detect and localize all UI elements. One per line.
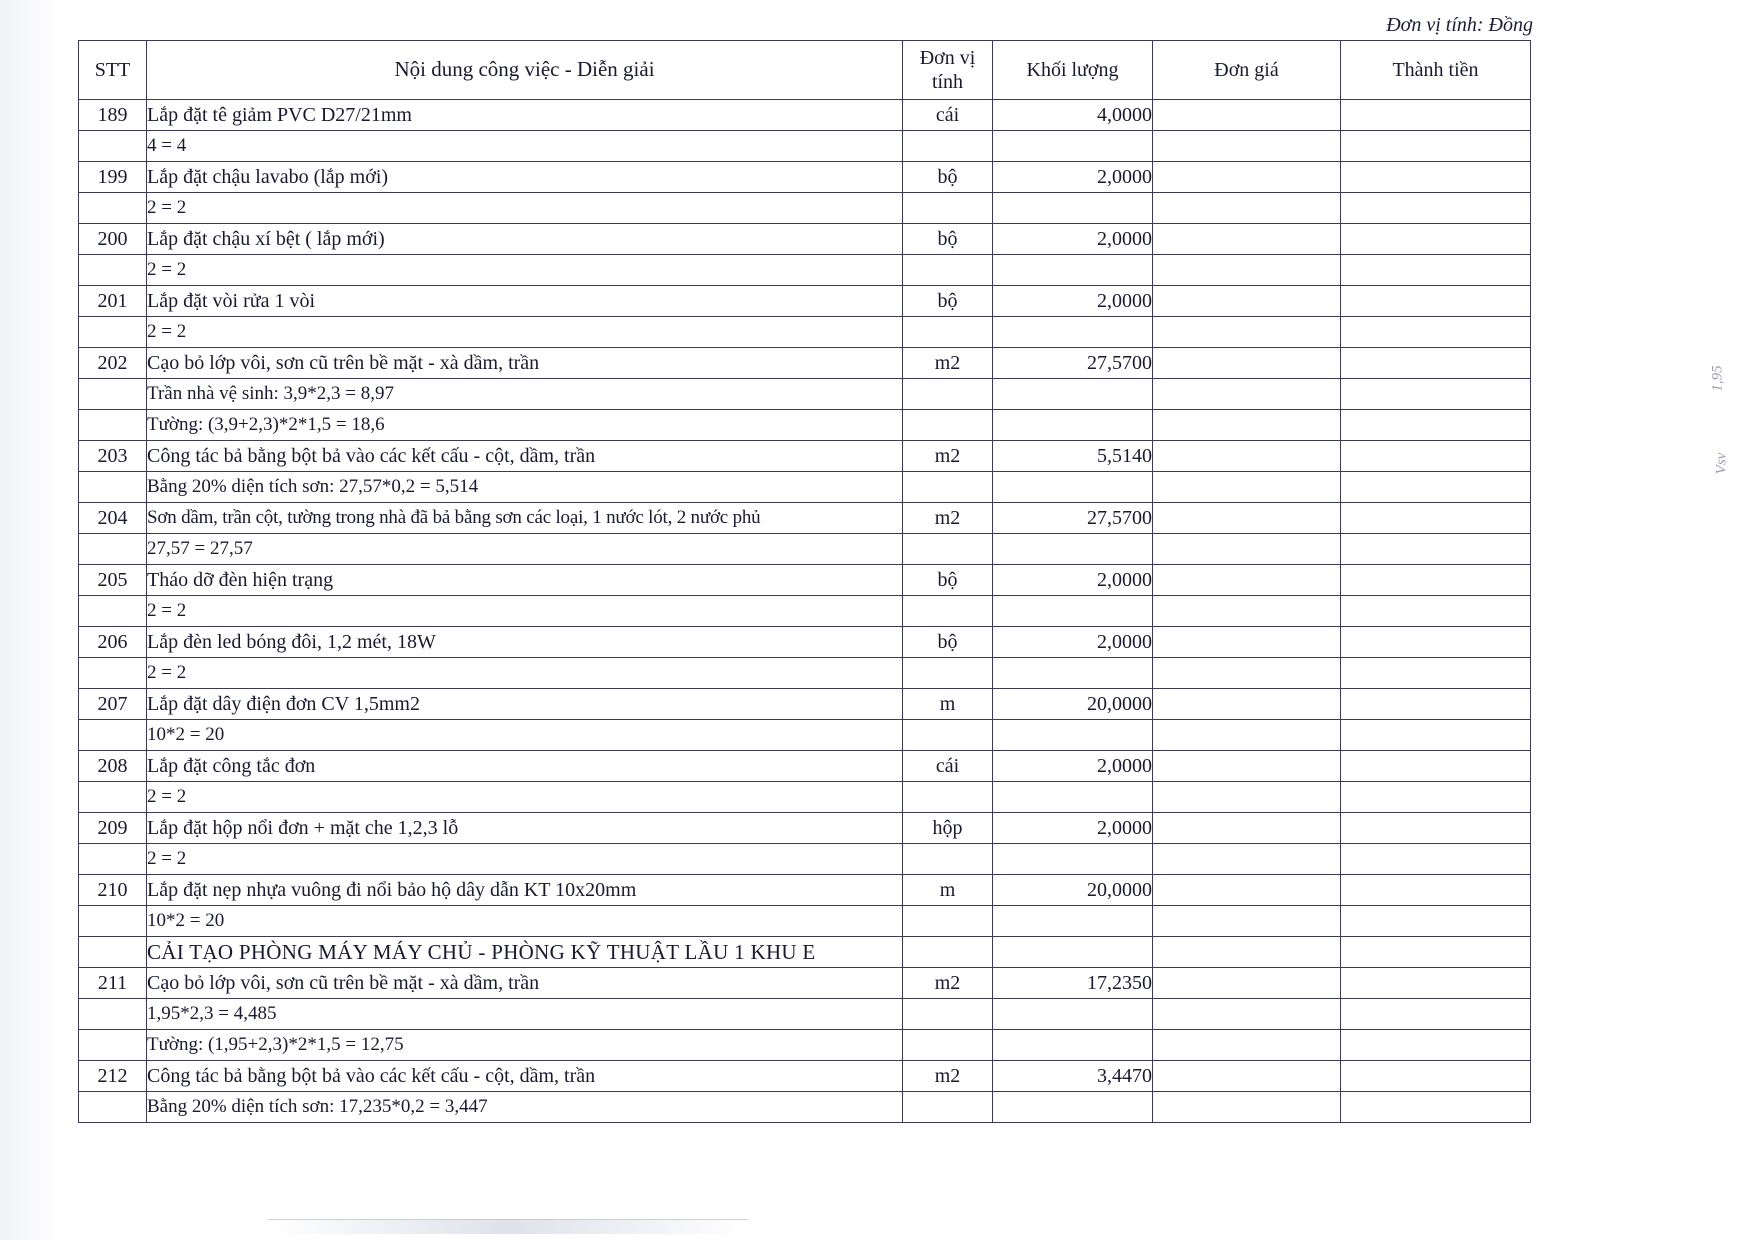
cell-amount	[1341, 813, 1531, 844]
cell-description: Lắp đặt vòi rửa 1 vòi	[147, 286, 903, 317]
cell-amount	[1341, 627, 1531, 658]
cell-amount	[1341, 1030, 1531, 1061]
cell-amount	[1341, 100, 1531, 131]
cell-quantity	[993, 534, 1153, 565]
column-header-amount: Thành tiền	[1341, 41, 1531, 100]
cell-description: Lắp đặt chậu lavabo (lắp mới)	[147, 162, 903, 193]
cell-stt: 203	[79, 441, 147, 472]
cell-unit: m2	[903, 441, 993, 472]
table-row-calculation-note	[79, 720, 1531, 751]
cell-stt	[79, 379, 147, 410]
table-row	[79, 348, 1531, 379]
cell-unit	[903, 317, 993, 348]
cell-description: Tháo dỡ đèn hiện trạng	[147, 565, 903, 596]
table-row-calculation-note	[79, 317, 1531, 348]
cell-unit	[903, 937, 993, 968]
cell-amount	[1341, 224, 1531, 255]
cell-unit-price	[1153, 1061, 1341, 1092]
page-edge-shading	[0, 0, 60, 1240]
cell-unit-price	[1153, 720, 1341, 751]
cell-quantity: 27,5700	[993, 348, 1153, 379]
cell-stt: 204	[79, 503, 147, 534]
cell-quantity	[993, 317, 1153, 348]
table-row-calculation-note	[79, 1030, 1531, 1061]
cell-stt	[79, 596, 147, 627]
cell-description-note: 2 = 2	[147, 317, 903, 348]
cell-stt: 209	[79, 813, 147, 844]
cell-amount	[1341, 255, 1531, 286]
cell-unit-price	[1153, 162, 1341, 193]
cell-unit-price	[1153, 286, 1341, 317]
cell-unit: m2	[903, 348, 993, 379]
cell-unit	[903, 720, 993, 751]
cell-description: Lắp đặt tê giảm PVC D27/21mm	[147, 100, 903, 131]
table-row-calculation-note	[79, 410, 1531, 441]
cell-unit-price	[1153, 627, 1341, 658]
cell-quantity: 20,0000	[993, 689, 1153, 720]
cell-description: Sơn dầm, trần cột, tường trong nhà đã bả bằng sơn các loại, 1 nước lót, 2 nước phủ	[147, 503, 903, 534]
cell-description-note: Tường: (3,9+2,3)*2*1,5 = 18,6	[147, 410, 903, 441]
cell-quantity: 2,0000	[993, 565, 1153, 596]
table-row-calculation-note	[79, 193, 1531, 224]
cell-description: Lắp đặt chậu xí bệt ( lắp mới)	[147, 224, 903, 255]
cell-unit: m2	[903, 503, 993, 534]
table-row	[79, 162, 1531, 193]
cell-quantity	[993, 131, 1153, 162]
table-row	[79, 813, 1531, 844]
cell-amount	[1341, 875, 1531, 906]
cell-unit-price	[1153, 565, 1341, 596]
cell-unit-price	[1153, 1030, 1341, 1061]
cell-unit	[903, 131, 993, 162]
cell-quantity: 2,0000	[993, 286, 1153, 317]
table-row-calculation-note	[79, 255, 1531, 286]
cell-unit: cái	[903, 100, 993, 131]
margin-annotation-1: 1,95	[1709, 365, 1726, 392]
cell-description: Lắp đặt hộp nổi đơn + mặt che 1,2,3 lỗ	[147, 813, 903, 844]
cell-unit-price	[1153, 441, 1341, 472]
cell-description-note: 2 = 2	[147, 658, 903, 689]
table-row-calculation-note	[79, 472, 1531, 503]
table-row	[79, 627, 1531, 658]
cell-unit-price	[1153, 596, 1341, 627]
cell-unit-price	[1153, 844, 1341, 875]
cost-estimate-table	[78, 40, 1531, 1123]
cell-stt: 211	[79, 968, 147, 999]
cell-amount	[1341, 503, 1531, 534]
table-row	[79, 286, 1531, 317]
cell-unit: bộ	[903, 286, 993, 317]
cell-stt	[79, 410, 147, 441]
cell-stt	[79, 782, 147, 813]
cell-stt	[79, 720, 147, 751]
cell-unit-price	[1153, 658, 1341, 689]
table-header	[79, 41, 1531, 100]
cell-amount	[1341, 844, 1531, 875]
table-row	[79, 441, 1531, 472]
cell-quantity	[993, 255, 1153, 286]
cell-stt	[79, 937, 147, 968]
cell-quantity: 3,4470	[993, 1061, 1153, 1092]
cell-quantity	[993, 193, 1153, 224]
cell-description: Lắp đèn led bóng đôi, 1,2 mét, 18W	[147, 627, 903, 658]
cell-amount	[1341, 906, 1531, 937]
cell-unit-price	[1153, 1092, 1341, 1123]
cell-unit	[903, 472, 993, 503]
table-row-calculation-note	[79, 906, 1531, 937]
cell-unit	[903, 844, 993, 875]
cell-unit: bộ	[903, 627, 993, 658]
table-row-calculation-note	[79, 844, 1531, 875]
cell-quantity: 17,2350	[993, 968, 1153, 999]
cell-description-note: 10*2 = 20	[147, 720, 903, 751]
cell-unit	[903, 379, 993, 410]
table-row	[79, 224, 1531, 255]
table-row	[79, 875, 1531, 906]
table-row	[79, 751, 1531, 782]
column-header-unit: Đơn vị tính	[903, 41, 993, 100]
cell-amount	[1341, 596, 1531, 627]
cell-amount	[1341, 782, 1531, 813]
cell-amount	[1341, 658, 1531, 689]
cell-amount	[1341, 534, 1531, 565]
cell-stt	[79, 534, 147, 565]
cell-stt	[79, 658, 147, 689]
cell-unit-price	[1153, 255, 1341, 286]
cell-unit	[903, 658, 993, 689]
cell-amount	[1341, 472, 1531, 503]
cell-stt	[79, 472, 147, 503]
cell-quantity	[993, 844, 1153, 875]
cell-quantity	[993, 782, 1153, 813]
table-body	[79, 100, 1531, 1123]
cell-stt	[79, 1092, 147, 1123]
cell-quantity: 2,0000	[993, 751, 1153, 782]
cell-unit: m	[903, 689, 993, 720]
cell-stt: 199	[79, 162, 147, 193]
cell-stt	[79, 131, 147, 162]
cell-unit-price	[1153, 937, 1341, 968]
cell-description: Lắp đặt công tắc đơn	[147, 751, 903, 782]
cell-description: Cạo bỏ lớp vôi, sơn cũ trên bề mặt - xà dầm, trần	[147, 348, 903, 379]
cell-unit: m2	[903, 1061, 993, 1092]
cell-stt	[79, 193, 147, 224]
cell-description-note: 2 = 2	[147, 255, 903, 286]
cell-amount	[1341, 565, 1531, 596]
cell-description-note: 2 = 2	[147, 193, 903, 224]
table-row-calculation-note	[79, 534, 1531, 565]
cell-description: Lắp đặt dây điện đơn CV 1,5mm2	[147, 689, 903, 720]
table-row-calculation-note	[79, 999, 1531, 1030]
cell-quantity: 2,0000	[993, 627, 1153, 658]
table-row-calculation-note	[79, 379, 1531, 410]
cell-stt: 208	[79, 751, 147, 782]
cell-unit: m2	[903, 968, 993, 999]
cell-description-note: Bằng 20% diện tích sơn: 27,57*0,2 = 5,514	[147, 472, 903, 503]
cell-stt	[79, 317, 147, 348]
cell-amount	[1341, 1061, 1531, 1092]
cell-quantity	[993, 1030, 1153, 1061]
cell-amount	[1341, 1092, 1531, 1123]
cell-description-note: 4 = 4	[147, 131, 903, 162]
cell-amount	[1341, 751, 1531, 782]
cell-unit-price	[1153, 813, 1341, 844]
cell-amount	[1341, 286, 1531, 317]
cell-unit-price	[1153, 999, 1341, 1030]
cell-unit-price	[1153, 503, 1341, 534]
cell-description-note: Bằng 20% diện tích sơn: 17,235*0,2 = 3,447	[147, 1092, 903, 1123]
cell-amount	[1341, 131, 1531, 162]
table-row-group-heading	[79, 937, 1531, 968]
cell-unit	[903, 906, 993, 937]
cell-stt: 206	[79, 627, 147, 658]
cell-unit-price	[1153, 193, 1341, 224]
cell-unit-price	[1153, 131, 1341, 162]
table-row-calculation-note	[79, 1092, 1531, 1123]
cell-quantity	[993, 720, 1153, 751]
table-row	[79, 503, 1531, 534]
cell-amount	[1341, 689, 1531, 720]
cell-quantity	[993, 472, 1153, 503]
column-header-stt: STT	[79, 41, 147, 100]
cell-unit	[903, 193, 993, 224]
column-header-description: Nội dung công việc - Diễn giải	[147, 41, 903, 100]
cell-quantity: 20,0000	[993, 875, 1153, 906]
cell-unit: hộp	[903, 813, 993, 844]
cell-stt: 189	[79, 100, 147, 131]
table-row	[79, 565, 1531, 596]
cell-quantity: 27,5700	[993, 503, 1153, 534]
cell-quantity: 4,0000	[993, 100, 1153, 131]
cell-unit-price	[1153, 875, 1341, 906]
cell-unit	[903, 534, 993, 565]
cell-unit	[903, 1092, 993, 1123]
cell-unit-price	[1153, 410, 1341, 441]
cell-description-note: Trần nhà vệ sinh: 3,9*2,3 = 8,97	[147, 379, 903, 410]
cell-unit	[903, 596, 993, 627]
cell-unit-price	[1153, 472, 1341, 503]
table-row-calculation-note	[79, 658, 1531, 689]
cell-stt	[79, 844, 147, 875]
cell-description-note: 10*2 = 20	[147, 906, 903, 937]
cell-amount	[1341, 193, 1531, 224]
cell-unit: bộ	[903, 162, 993, 193]
cell-amount	[1341, 162, 1531, 193]
column-header-quantity: Khối lượng	[993, 41, 1153, 100]
cell-description-note: Tường: (1,95+2,3)*2*1,5 = 12,75	[147, 1030, 903, 1061]
cell-unit	[903, 410, 993, 441]
cell-stt: 207	[79, 689, 147, 720]
cell-amount	[1341, 937, 1531, 968]
cell-quantity	[993, 999, 1153, 1030]
cell-stt: 202	[79, 348, 147, 379]
cell-quantity	[993, 596, 1153, 627]
cell-unit-price	[1153, 317, 1341, 348]
column-header-unit-price: Đơn giá	[1153, 41, 1341, 100]
cell-quantity: 2,0000	[993, 813, 1153, 844]
cell-unit-price	[1153, 534, 1341, 565]
cell-quantity	[993, 937, 1153, 968]
cell-stt	[79, 906, 147, 937]
cell-quantity	[993, 379, 1153, 410]
cell-unit: bộ	[903, 565, 993, 596]
cell-group-title: CẢI TẠO PHÒNG MÁY MÁY CHỦ - PHÒNG KỸ THUẬT LẦU 1 KHU E	[147, 937, 903, 968]
cell-description-note: 27,57 = 27,57	[147, 534, 903, 565]
cell-quantity	[993, 906, 1153, 937]
cell-description: Công tác bả bằng bột bả vào các kết cấu - cột, dầm, trần	[147, 1061, 903, 1092]
cell-description-note: 2 = 2	[147, 782, 903, 813]
cell-unit-price	[1153, 100, 1341, 131]
table-row	[79, 968, 1531, 999]
cell-description-note: 2 = 2	[147, 596, 903, 627]
cell-description-note: 1,95*2,3 = 4,485	[147, 999, 903, 1030]
cell-amount	[1341, 441, 1531, 472]
cell-unit-price	[1153, 782, 1341, 813]
table-row-calculation-note	[79, 596, 1531, 627]
unit-of-measure-note: Đơn vị tính: Đồng	[1386, 14, 1533, 36]
scan-artifact	[268, 1219, 748, 1234]
cell-quantity	[993, 1092, 1153, 1123]
cell-stt: 210	[79, 875, 147, 906]
cell-description: Công tác bả bằng bột bả vào các kết cấu - cột, dầm, trần	[147, 441, 903, 472]
cell-stt	[79, 999, 147, 1030]
cell-unit-price	[1153, 224, 1341, 255]
cell-unit-price	[1153, 751, 1341, 782]
table-row	[79, 689, 1531, 720]
cell-description-note: 2 = 2	[147, 844, 903, 875]
cell-quantity: 2,0000	[993, 162, 1153, 193]
cell-stt: 200	[79, 224, 147, 255]
cell-stt	[79, 255, 147, 286]
cell-unit-price	[1153, 348, 1341, 379]
cell-amount	[1341, 720, 1531, 751]
cell-description: Lắp đặt nẹp nhựa vuông đi nổi bảo hộ dây dẫn KT 10x20mm	[147, 875, 903, 906]
cell-unit: bộ	[903, 224, 993, 255]
cell-quantity: 2,0000	[993, 224, 1153, 255]
table-row-calculation-note	[79, 131, 1531, 162]
table-row-calculation-note	[79, 782, 1531, 813]
cell-unit: cái	[903, 751, 993, 782]
cell-quantity	[993, 410, 1153, 441]
cell-unit-price	[1153, 689, 1341, 720]
cell-unit	[903, 1030, 993, 1061]
cell-unit-price	[1153, 906, 1341, 937]
cell-amount	[1341, 999, 1531, 1030]
cell-amount	[1341, 348, 1531, 379]
cell-unit	[903, 782, 993, 813]
cell-quantity: 5,5140	[993, 441, 1153, 472]
cell-unit	[903, 255, 993, 286]
cell-stt: 201	[79, 286, 147, 317]
cell-stt	[79, 1030, 147, 1061]
cell-quantity	[993, 658, 1153, 689]
margin-annotation-2: Vsv	[1713, 452, 1730, 475]
table-row	[79, 1061, 1531, 1092]
cell-unit: m	[903, 875, 993, 906]
cell-amount	[1341, 410, 1531, 441]
cell-unit-price	[1153, 968, 1341, 999]
cell-unit	[903, 999, 993, 1030]
cell-amount	[1341, 317, 1531, 348]
cell-description: Cạo bỏ lớp vôi, sơn cũ trên bề mặt - xà dầm, trần	[147, 968, 903, 999]
cell-amount	[1341, 968, 1531, 999]
cell-stt: 212	[79, 1061, 147, 1092]
cell-unit-price	[1153, 379, 1341, 410]
cell-stt: 205	[79, 565, 147, 596]
table-row	[79, 100, 1531, 131]
cell-amount	[1341, 379, 1531, 410]
